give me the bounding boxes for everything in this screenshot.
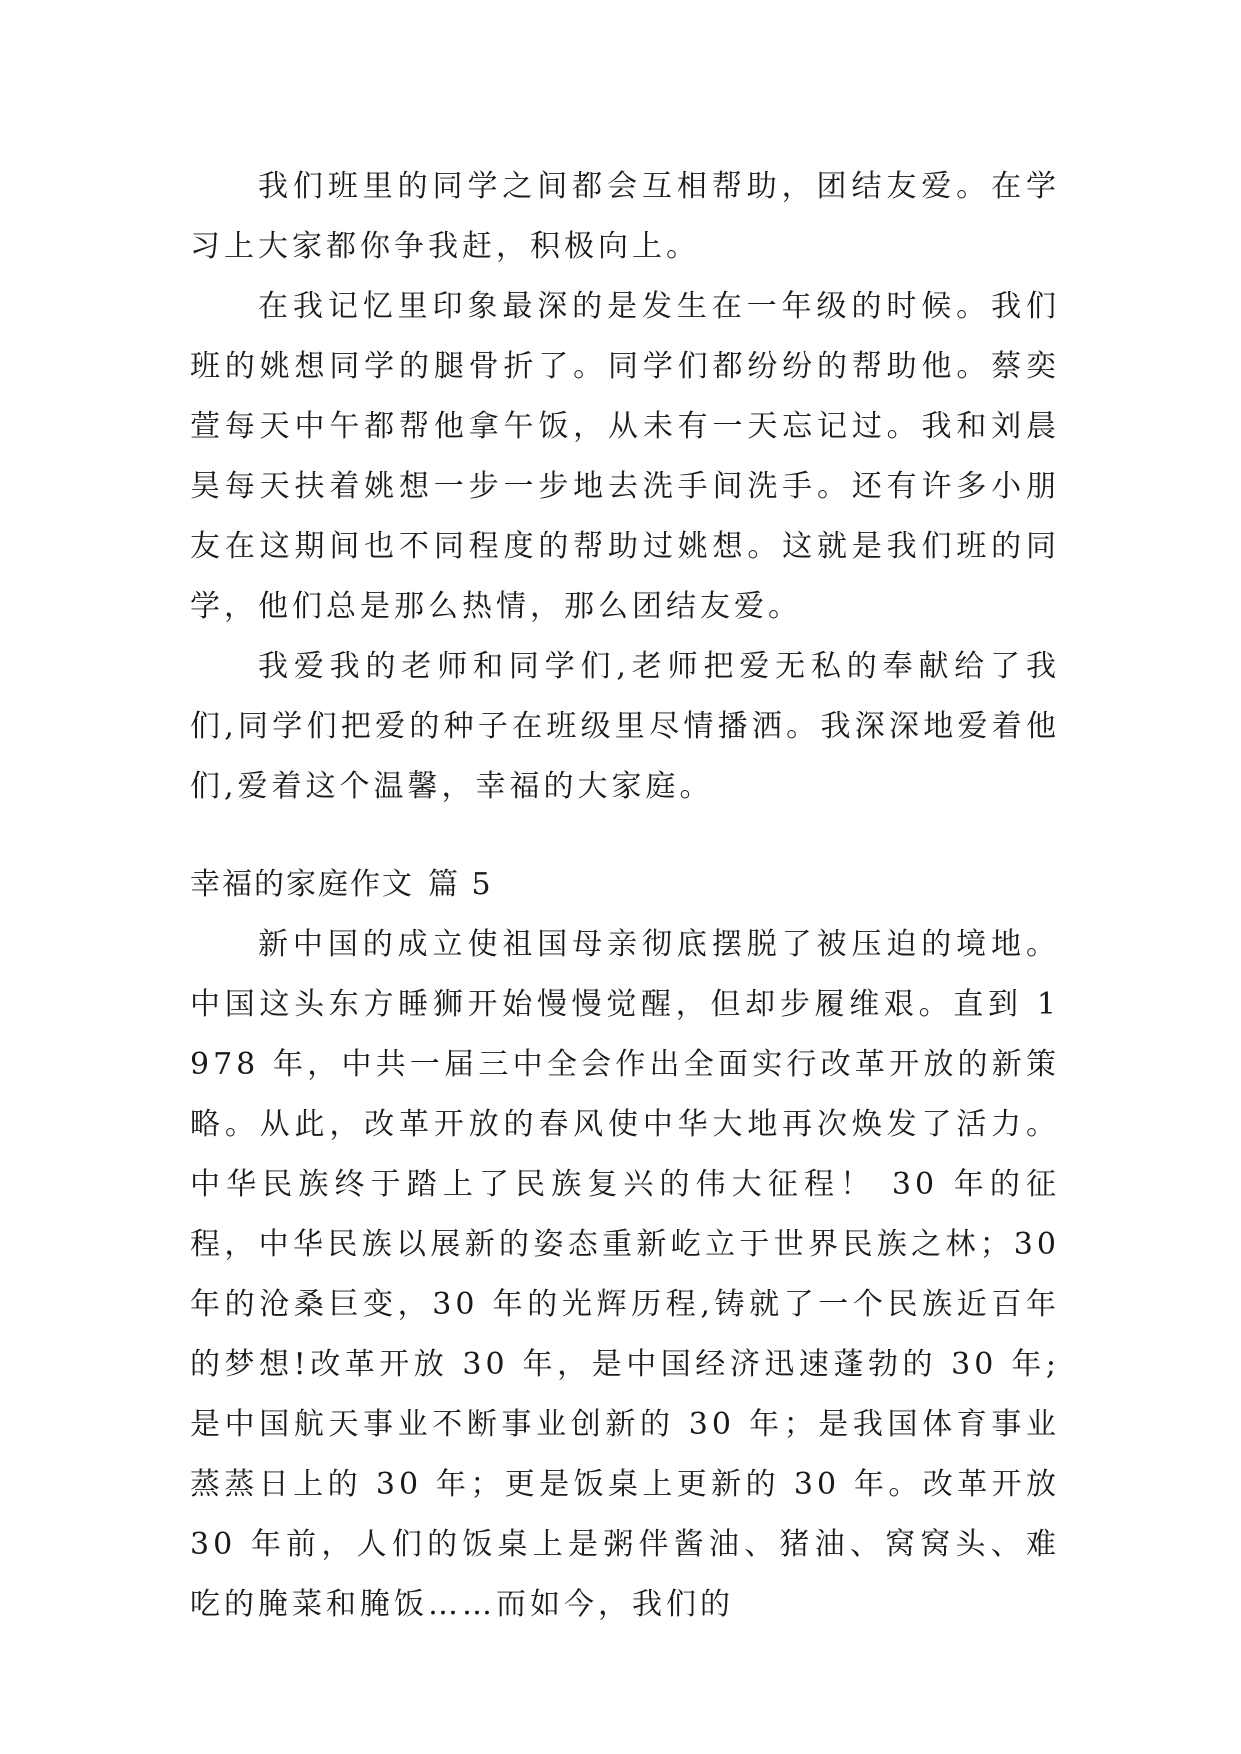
section-heading-part-label: 篇 5 xyxy=(428,867,493,902)
section-heading xyxy=(190,855,493,915)
paragraph: 我们班里的同学之间都会互相帮助，团结友爱。在学习上大家都你争我赶，积极向上。 xyxy=(190,169,1060,264)
essay-body-section-1 xyxy=(190,157,1060,817)
essay-body-section-2 xyxy=(190,915,1060,1635)
section-heading-title: 幸福的家庭作文 xyxy=(190,867,414,902)
paragraph: 我爱我的老师和同学们,老师把爱无私的奉献给了我们,同学们把爱的种子在班级里尽情播洒。我深深地爱着他们,爱着这个温馨，幸福的大家庭。 xyxy=(190,649,1060,804)
paragraph: 新中国的成立使祖国母亲彻底摆脱了被压迫的境地。中国这头东方睡狮开始慢慢觉醒，但却步履维艰。直到 1978 年，中共一届三中全会作出全面实行改革开放的新策略。从此，改革开放的春风使中华大地再次焕发了活力。中华民族终于踏上了民族复兴的伟大征程！ 30 年的征程，中华民族以展新的姿态重新屹立于世界民族之林；30 年的沧桑巨变，30 年的光辉历程,铸就了一个民族近百年的梦想!改革开放 30 年，是中国经济迅速蓬勃的 30 年;是中国航天事业不断事业创新的 30 年；是我国体育事业蒸蒸日上的 30 年；更是饭桌上更新的 30 年。改革开放 30 年前，人们的饭桌上是粥伴酱油、猪油、窝窝头、难吃的腌菜和腌饭……而如今，我们的 xyxy=(190,927,1060,1622)
paragraph: 在我记忆里印象最深的是发生在一年级的时候。我们班的姚想同学的腿骨折了。同学们都纷纷的帮助他。蔡奕萱每天中午都帮他拿午饭，从未有一天忘记过。我和刘晨昊每天扶着姚想一步一步地去洗手间洗手。还有许多小朋友在这期间也不同程度的帮助过姚想。这就是我们班的同学，他们总是那么热情，那么团结友爱。 xyxy=(190,289,1060,624)
